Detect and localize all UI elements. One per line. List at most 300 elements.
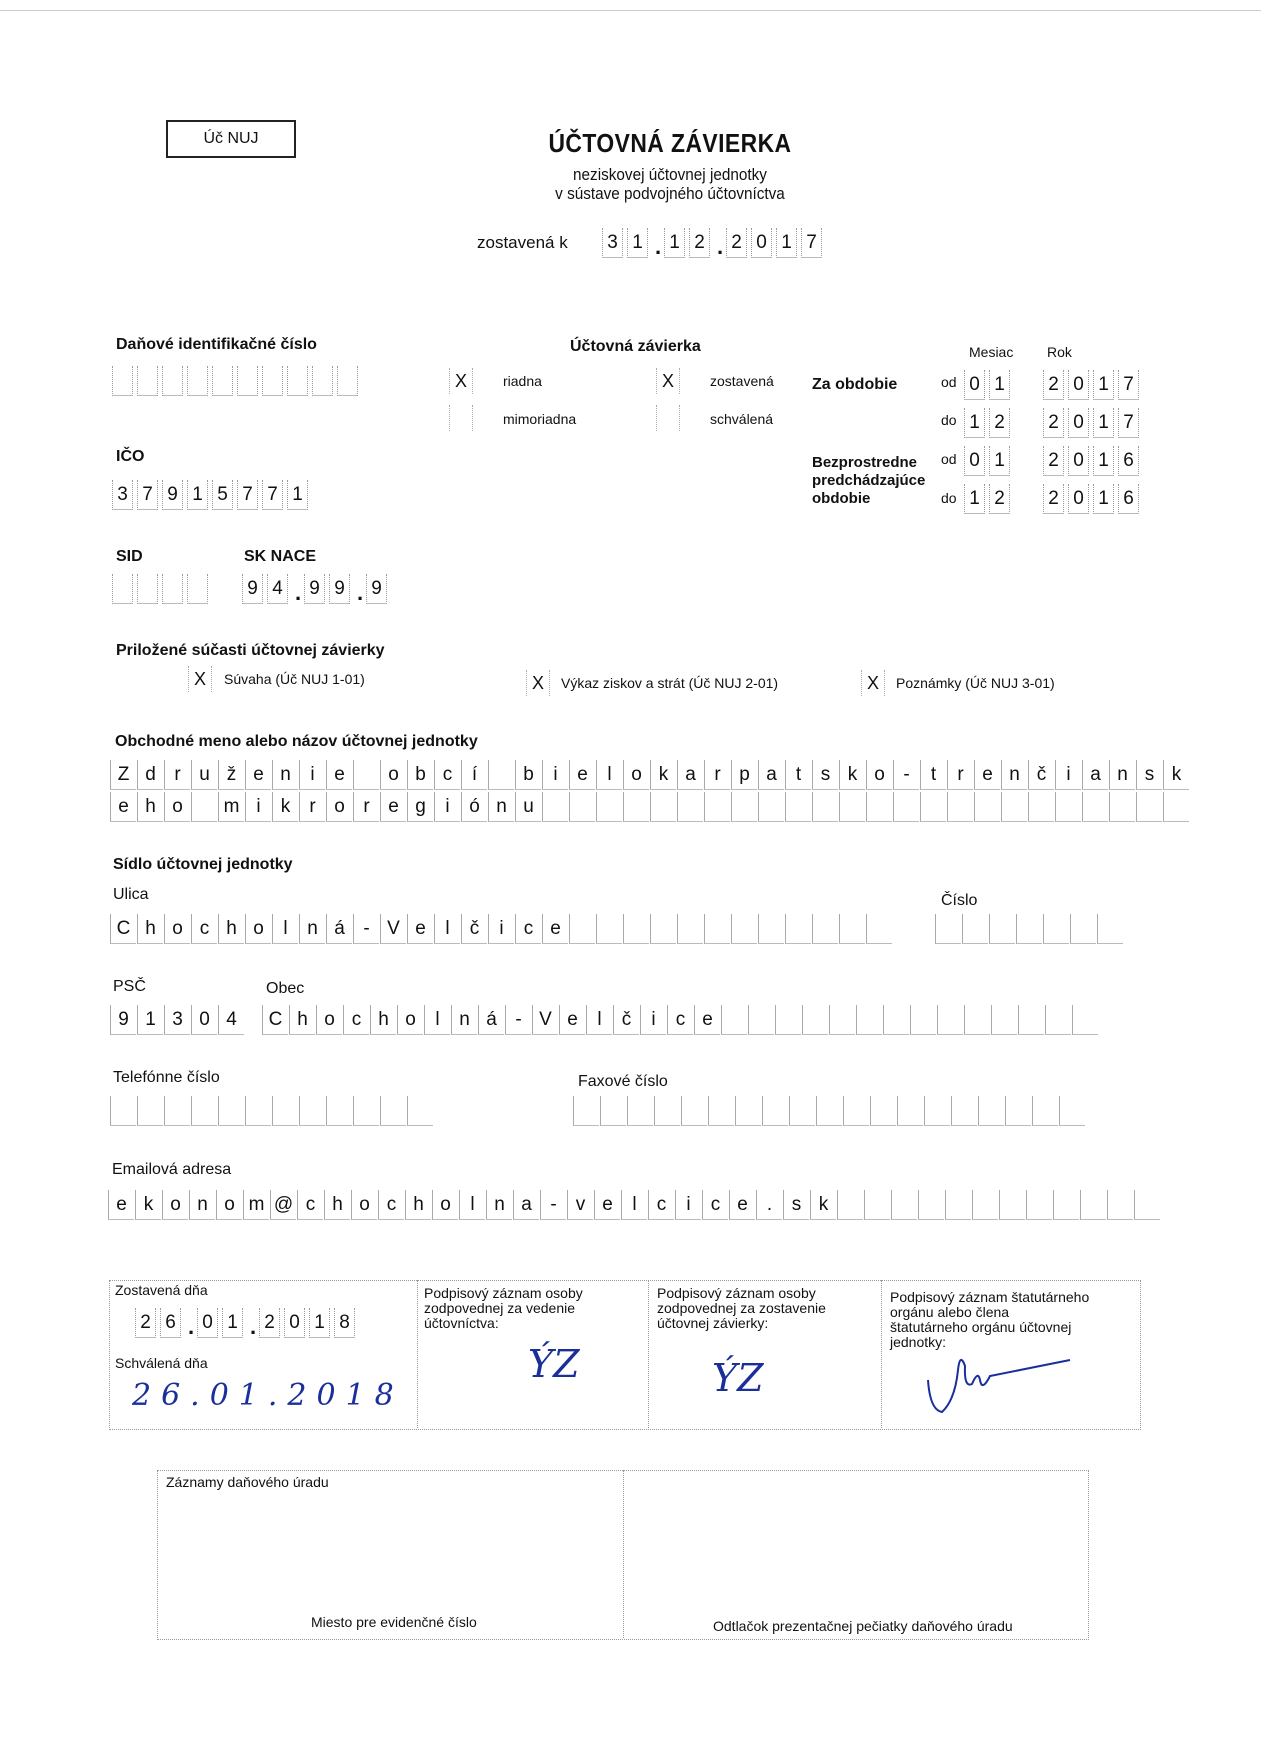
name-char-cell: [704, 792, 730, 822]
city-char-cell: o: [316, 1005, 342, 1035]
month-header: Mesiac: [969, 344, 1014, 360]
from-label: od: [941, 374, 957, 390]
date-cell: 0: [284, 1308, 305, 1338]
psc-char-cell: 4: [218, 1005, 244, 1035]
name-char-cell: k: [650, 760, 676, 790]
email-label: Emailová adresa: [112, 1161, 232, 1178]
name-char-cell: [974, 792, 1000, 822]
fax-char-cell: [897, 1096, 923, 1126]
name-char-cell: n: [1001, 760, 1027, 790]
email-char-cell: [999, 1190, 1025, 1220]
name-char-cell: [1055, 792, 1081, 822]
name-char-cell: t: [785, 760, 811, 790]
attachments-label: Priložené súčasti účtovnej závierky: [116, 642, 385, 659]
year-header: Rok: [1047, 344, 1072, 360]
email-char-cell: c: [648, 1190, 674, 1220]
city-char-cell: C: [262, 1005, 288, 1035]
street-char-cell: n: [299, 914, 325, 944]
email-char-cell: [918, 1190, 944, 1220]
approved-checkbox: [656, 405, 680, 431]
street-char-cell: e: [542, 914, 568, 944]
psc-char-cell: 3: [164, 1005, 190, 1035]
compiled-label: zostavená: [710, 373, 774, 389]
name-char-cell: e: [245, 760, 271, 790]
name-char-cell: č: [1028, 760, 1054, 790]
city-char-cell: [856, 1005, 882, 1035]
email-char-cell: i: [675, 1190, 701, 1220]
email-char-cell: l: [621, 1190, 647, 1220]
street-char-cell: [731, 914, 757, 944]
current-from-year: [1043, 370, 1143, 400]
name-char-cell: í: [461, 760, 487, 790]
compiled-as-of-date: 3 1 . 1 2 . 2 0 1 7: [602, 228, 826, 258]
attachment-3-checkbox: X: [861, 670, 885, 696]
city-char-cell: e: [559, 1005, 585, 1035]
email-char-cell: [1053, 1190, 1079, 1220]
name-char-cell: [839, 792, 865, 822]
document-subtitle-1: neziskovej účtovnej jednotky: [573, 165, 767, 184]
street-char-cell: l: [434, 914, 460, 944]
street-char-cell: h: [137, 914, 163, 944]
fax-char-cell: [654, 1096, 680, 1126]
year-cell: 2: [1043, 408, 1064, 438]
street-char-cell: [596, 914, 622, 944]
document-subtitle-2: v sústave podvojného účtovníctva: [555, 184, 785, 203]
street-char-cell: o: [164, 914, 190, 944]
ico-label: IČO: [116, 448, 145, 465]
email-char-cell: [1134, 1190, 1160, 1220]
name-char-cell: b: [407, 760, 433, 790]
prev-from-label: od: [941, 451, 957, 467]
email-char-cell: [837, 1190, 863, 1220]
email-char-cell: [945, 1190, 971, 1220]
prev-from-year: [1043, 446, 1143, 476]
name-char-cell: n: [1109, 760, 1135, 790]
date-cell: 6: [160, 1308, 181, 1338]
fax-char-cell: [1005, 1096, 1031, 1126]
city-char-cell: [1018, 1005, 1044, 1035]
name-char-cell: [947, 792, 973, 822]
name-char-cell: h: [137, 792, 163, 822]
signature-accounting: ÝZ: [528, 1342, 580, 1386]
phone-char-cell: [164, 1096, 190, 1126]
form-code: Úč NUJ: [203, 130, 259, 147]
name-char-cell: Z: [110, 760, 136, 790]
form-code-box: [166, 120, 296, 158]
email-char-cell: c: [702, 1190, 728, 1220]
name-char-cell: i: [542, 760, 568, 790]
street-char-cell: č: [461, 914, 487, 944]
street-char-cell: -: [353, 914, 379, 944]
phone-char-cell: [380, 1096, 406, 1126]
ico-digit: 5: [212, 480, 233, 510]
email-char-cell: l: [459, 1190, 485, 1220]
approved-on-label: Schválená dňa: [115, 1355, 208, 1371]
number-char-cell: [1097, 914, 1123, 944]
name-char-cell: e: [974, 760, 1000, 790]
name-char-cell: k: [1163, 760, 1189, 790]
phone-char-cell: [326, 1096, 352, 1126]
name-char-cell: o: [164, 792, 190, 822]
name-char-cell: [920, 792, 946, 822]
name-char-cell: [1028, 792, 1054, 822]
date-cell: 2: [259, 1308, 280, 1338]
current-to-year: [1043, 408, 1143, 438]
date-cell: 0: [751, 228, 772, 258]
date-cell: 2: [135, 1308, 156, 1338]
fax-char-cell: [600, 1096, 626, 1126]
sk-nace-cells: 9 4 . 9 9 . 9: [242, 574, 391, 604]
city-char-cell: c: [667, 1005, 693, 1035]
fax-char-cell: [762, 1096, 788, 1126]
name-char-cell: m: [218, 792, 244, 822]
name-char-cell: i: [245, 792, 271, 822]
year-cell: 1: [1093, 446, 1114, 476]
street-char-cell: [650, 914, 676, 944]
signature-accounting-label: Podpisový záznam osoby zodpovednej za vedenie účtovníctva:: [424, 1285, 583, 1331]
name-char-cell: s: [1136, 760, 1162, 790]
name-char-cell: [1163, 792, 1189, 822]
name-char-cell: u: [191, 760, 217, 790]
fax-char-cell: [924, 1096, 950, 1126]
city-char-cell: h: [370, 1005, 396, 1035]
city-cells: [262, 1005, 1099, 1035]
street-char-cell: e: [407, 914, 433, 944]
name-char-cell: [191, 792, 217, 822]
previous-period-label-1: Bezprostredne: [812, 454, 918, 471]
name-char-cell: o: [326, 792, 352, 822]
name-char-cell: b: [515, 760, 541, 790]
date-cell: 7: [801, 228, 822, 258]
ico-digit: 1: [187, 480, 208, 510]
compiled-on-date: 2 6 . 0 1 . 2 0 1 8: [135, 1308, 359, 1338]
name-char-cell: i: [299, 760, 325, 790]
street-char-cell: [866, 914, 892, 944]
name-char-cell: d: [137, 760, 163, 790]
attachment-2-checkbox: X: [526, 670, 550, 696]
street-label: Ulica: [113, 886, 149, 903]
closing-type-label: Účtovná závierka: [570, 338, 701, 355]
fax-char-cell: [951, 1096, 977, 1126]
name-char-cell: s: [812, 760, 838, 790]
date-cell: 1: [664, 228, 685, 258]
year-cell: 1: [1093, 484, 1114, 514]
city-char-cell: n: [451, 1005, 477, 1035]
city-char-cell: [883, 1005, 909, 1035]
month-cell: 0: [964, 446, 985, 476]
sid-cells: [112, 574, 212, 604]
entity-name-label: Obchodné meno alebo názov účtovnej jednotky: [115, 733, 478, 750]
year-cell: 1: [1093, 408, 1114, 438]
email-char-cell: [864, 1190, 890, 1220]
year-cell: 2: [1043, 446, 1064, 476]
street-char-cell: h: [218, 914, 244, 944]
year-cell: 2: [1043, 370, 1064, 400]
phone-char-cell: [245, 1096, 271, 1126]
street-char-cell: [677, 914, 703, 944]
email-char-cell: n: [189, 1190, 215, 1220]
email-char-cell: @: [270, 1190, 296, 1220]
city-char-cell: [937, 1005, 963, 1035]
email-char-cell: .: [756, 1190, 782, 1220]
date-cell: 1: [627, 228, 648, 258]
email-char-cell: m: [243, 1190, 269, 1220]
city-char-cell: [964, 1005, 990, 1035]
number-char-cell: [1043, 914, 1069, 944]
fax-char-cell: [735, 1096, 761, 1126]
previous-period-label-3: obdobie: [812, 490, 871, 507]
name-char-cell: o: [623, 760, 649, 790]
email-char-cell: [972, 1190, 998, 1220]
name-char-cell: [731, 792, 757, 822]
psc-label: PSČ: [113, 978, 146, 995]
name-char-cell: k: [839, 760, 865, 790]
sid-label: SID: [116, 548, 143, 565]
ico-digit: 3: [112, 480, 133, 510]
street-char-cell: [623, 914, 649, 944]
number-char-cell: [989, 914, 1015, 944]
city-char-cell: i: [640, 1005, 666, 1035]
fax-cells: [573, 1096, 1086, 1126]
approved-on-handwritten-date: 26.01.2018: [132, 1378, 404, 1413]
city-char-cell: l: [586, 1005, 612, 1035]
compiled-on-label: Zostavená dňa: [115, 1282, 208, 1298]
date-cell: 1: [222, 1308, 243, 1338]
signature-compiling: ÝZ: [712, 1356, 764, 1400]
year-cell: 6: [1118, 484, 1139, 514]
street-char-cell: i: [488, 914, 514, 944]
month-cell: 2: [989, 484, 1010, 514]
name-char-cell: [488, 760, 514, 790]
email-char-cell: h: [405, 1190, 431, 1220]
extraordinary-checkbox: [449, 405, 473, 431]
street-char-cell: á: [326, 914, 352, 944]
email-cells: [108, 1190, 1161, 1220]
city-char-cell: l: [424, 1005, 450, 1035]
fax-char-cell: [681, 1096, 707, 1126]
month-cell: 1: [964, 408, 985, 438]
city-char-cell: [775, 1005, 801, 1035]
name-char-cell: g: [407, 792, 433, 822]
email-char-cell: c: [378, 1190, 404, 1220]
email-char-cell: k: [810, 1190, 836, 1220]
email-char-cell: v: [567, 1190, 593, 1220]
name-char-cell: [866, 792, 892, 822]
regular-checkbox: X: [449, 368, 473, 394]
year-cell: 1: [1093, 370, 1114, 400]
city-char-cell: V: [532, 1005, 558, 1035]
name-char-cell: a: [677, 760, 703, 790]
prev-to-year: [1043, 484, 1143, 514]
prev-from-month: [964, 446, 1014, 476]
city-char-cell: [802, 1005, 828, 1035]
dic-cells: [112, 366, 362, 396]
number-char-cell: [1016, 914, 1042, 944]
month-cell: 1: [964, 484, 985, 514]
name-char-cell: k: [272, 792, 298, 822]
fax-label: Faxové číslo: [578, 1073, 668, 1090]
number-char-cell: [962, 914, 988, 944]
email-char-cell: o: [351, 1190, 377, 1220]
top-rule: [0, 10, 1261, 11]
name-char-cell: o: [380, 760, 406, 790]
number-label: Číslo: [941, 892, 978, 909]
nace-digit: 9: [329, 574, 350, 604]
name-char-cell: ž: [218, 760, 244, 790]
name-char-cell: o: [866, 760, 892, 790]
register-number-label: Miesto pre evidenčné číslo: [311, 1614, 477, 1630]
name-char-cell: [623, 792, 649, 822]
date-cell: 1: [309, 1308, 330, 1338]
psc-char-cell: 0: [191, 1005, 217, 1035]
name-char-cell: r: [704, 760, 730, 790]
ico-cells: [112, 480, 312, 510]
fax-char-cell: [789, 1096, 815, 1126]
ico-digit: 7: [262, 480, 283, 510]
email-char-cell: c: [297, 1190, 323, 1220]
name-char-cell: a: [1082, 760, 1108, 790]
name-char-cell: -: [893, 760, 919, 790]
street-char-cell: [812, 914, 838, 944]
previous-period-label-2: predchádzajúce: [812, 472, 926, 489]
email-char-cell: o: [216, 1190, 242, 1220]
street-char-cell: [704, 914, 730, 944]
regular-label: riadna: [503, 373, 542, 389]
name-char-cell: u: [515, 792, 541, 822]
name-char-cell: n: [272, 760, 298, 790]
name-char-cell: [650, 792, 676, 822]
year-cell: 0: [1068, 408, 1089, 438]
name-char-cell: [785, 792, 811, 822]
number-char-cell: [935, 914, 961, 944]
nace-digit: 4: [267, 574, 288, 604]
name-char-cell: [596, 792, 622, 822]
compiled-checkbox: X: [656, 368, 680, 394]
name-char-cell: i: [434, 792, 460, 822]
document-title: ÚČTOVNÁ ZÁVIERKA: [548, 128, 792, 158]
name-char-cell: [677, 792, 703, 822]
prev-to-label: do: [941, 490, 957, 506]
street-char-cell: o: [245, 914, 271, 944]
street-cells: [110, 914, 893, 944]
name-char-cell: r: [299, 792, 325, 822]
name-char-cell: [1136, 792, 1162, 822]
psc-cells: [110, 1005, 245, 1035]
phone-label: Telefónne číslo: [113, 1069, 220, 1086]
attachment-1-label: Súvaha (Úč NUJ 1-01): [224, 671, 365, 687]
name-char-cell: e: [380, 792, 406, 822]
ico-digit: 7: [237, 480, 258, 510]
email-char-cell: [891, 1190, 917, 1220]
prev-to-month: [964, 484, 1014, 514]
email-char-cell: a: [513, 1190, 539, 1220]
approved-label: schválená: [710, 411, 774, 427]
attachment-2-label: Výkaz ziskov a strát (Úč NUJ 2-01): [561, 675, 779, 691]
current-period-label: Za obdobie: [812, 376, 898, 393]
month-cell: 2: [989, 408, 1010, 438]
city-char-cell: e: [694, 1005, 720, 1035]
statutory-signature-mark: [920, 1340, 1080, 1420]
city-char-cell: [829, 1005, 855, 1035]
extraordinary-label: mimoriadna: [503, 411, 577, 427]
date-cell: 3: [602, 228, 623, 258]
name-char-cell: a: [758, 760, 784, 790]
year-cell: 7: [1118, 370, 1139, 400]
street-char-cell: c: [515, 914, 541, 944]
date-cell: 8: [334, 1308, 355, 1338]
city-char-cell: [910, 1005, 936, 1035]
email-char-cell: h: [324, 1190, 350, 1220]
name-char-cell: e: [326, 760, 352, 790]
date-cell: 0: [197, 1308, 218, 1338]
email-char-cell: k: [135, 1190, 161, 1220]
current-to-month: [964, 408, 1014, 438]
street-char-cell: C: [110, 914, 136, 944]
name-char-cell: p: [731, 760, 757, 790]
email-char-cell: s: [783, 1190, 809, 1220]
email-char-cell: o: [432, 1190, 458, 1220]
email-char-cell: e: [594, 1190, 620, 1220]
psc-char-cell: 9: [110, 1005, 136, 1035]
city-char-cell: c: [343, 1005, 369, 1035]
city-char-cell: č: [613, 1005, 639, 1035]
year-cell: 2: [1043, 484, 1064, 514]
seat-label: Sídlo účtovnej jednotky: [113, 856, 293, 873]
city-char-cell: [748, 1005, 774, 1035]
compiled-as-of-label: zostavená k: [477, 233, 568, 252]
attachment-1-checkbox: X: [188, 666, 212, 692]
name-char-cell: i: [1055, 760, 1081, 790]
name-char-cell: [1001, 792, 1027, 822]
name-char-cell: [569, 792, 595, 822]
fax-char-cell: [843, 1096, 869, 1126]
month-cell: 0: [964, 370, 985, 400]
email-char-cell: e: [108, 1190, 134, 1220]
name-char-cell: [758, 792, 784, 822]
street-char-cell: c: [191, 914, 217, 944]
name-char-cell: r: [353, 792, 379, 822]
year-cell: 0: [1068, 370, 1089, 400]
street-char-cell: l: [272, 914, 298, 944]
date-cell: 2: [726, 228, 747, 258]
city-char-cell: á: [478, 1005, 504, 1035]
name-char-cell: [542, 792, 568, 822]
name-char-cell: r: [164, 760, 190, 790]
street-char-cell: [839, 914, 865, 944]
phone-cells: [110, 1096, 434, 1126]
name-char-cell: e: [569, 760, 595, 790]
email-char-cell: e: [729, 1190, 755, 1220]
email-char-cell: -: [540, 1190, 566, 1220]
nace-digit: 9: [304, 574, 325, 604]
street-char-cell: [785, 914, 811, 944]
to-label: do: [941, 412, 957, 428]
ico-digit: 7: [137, 480, 158, 510]
email-char-cell: [1107, 1190, 1133, 1220]
attachment-3-label: Poznámky (Úč NUJ 3-01): [896, 675, 1055, 691]
name-char-cell: ó: [461, 792, 487, 822]
fax-char-cell: [870, 1096, 896, 1126]
name-char-cell: n: [488, 792, 514, 822]
year-cell: 0: [1068, 484, 1089, 514]
year-cell: 0: [1068, 446, 1089, 476]
date-cell: 2: [689, 228, 710, 258]
year-cell: 7: [1118, 408, 1139, 438]
city-char-cell: [1072, 1005, 1098, 1035]
fax-char-cell: [627, 1096, 653, 1126]
email-char-cell: n: [486, 1190, 512, 1220]
fax-char-cell: [1032, 1096, 1058, 1126]
